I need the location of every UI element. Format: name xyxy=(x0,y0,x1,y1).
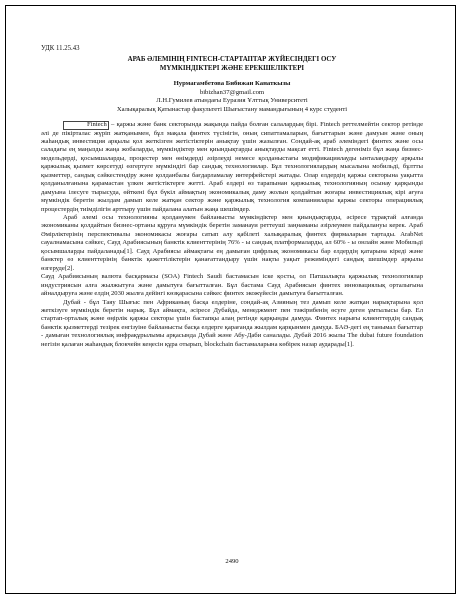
page-number: 2490 xyxy=(225,558,239,565)
paragraph-1 xyxy=(41,121,423,214)
paragraph-2: Араб әлемі осы технологияны қолданумен байланысты мүмкіндіктер мен қиындықтарды, әсіресе тұрақтай алғанда экономиканы қолдайтын бизнес-ортаны құруға мүмкіндік беретін заманауи реттеуші заңнаманы әзірлеумен пайдалануы керек. Араб Әмірліктерінің перспективалы экономикасы жоғары сатып алу қабілеті халықаралық финтех фирмаларын тартады. ArabNet сауалнамасына сәйкес, Сауд Арабиясының банктік клиенттерінің 76% - ы сандық платформаларды, ал 60% - ы онлайн және Мобильді қосымшаларды пайдаланады[1]. Сауд Арабиясы аймақтағы ең дамыған цифрлық экономикасы бар елдердің қатарына кіреді және банктер өз клиенттерінің банктік қажеттіліктерін қанағаттандыру үшін нақты уақыт режиміндегі сандық шешімдер арқылы өзгеруде[2]. xyxy=(41,214,423,272)
paper-title xyxy=(41,56,423,73)
author-name: Нурмагамбетова Бибижан Канаткызы xyxy=(173,80,291,87)
highlighted-term: Fintech xyxy=(63,121,109,130)
udk-code: УДК 11.25.43 xyxy=(41,45,80,52)
title-line-1: АРАБ ӘЛЕМІНІҢ FINTECH-СТАРТАПТАР ЖҮЙЕСІНДЕГІ ОСУ xyxy=(127,56,337,63)
article-body xyxy=(41,121,423,349)
author-email: bibizhan37@gmail.com xyxy=(199,89,265,96)
title-line-2: МҮМКІНДІКТЕРІ ЖӘНЕ ЕРЕКШЕЛІКТЕРІ xyxy=(159,64,305,72)
affiliation-faculty: Халықаралық Қатынастар факультеті Шығыстану мамандығының 4 курс студенті xyxy=(116,106,348,113)
affiliation-university: Л.Н.Гумилев атындағы Еуразия Ұлттық Университеті xyxy=(156,97,308,104)
paragraph-3: Сауд Арабиясының валюта басқармасы (SOA) Fintech Saudi бастамасын іске қосты, ол Патшалықта қаржылық технологиялар индустриясын алға жылжытуға және дамытуға бағытталған. Бұл бастама Сауд Арабиясын финтех инновациялық орталығына айналдыруға және елдің 2030 жылға дейінгі көзқарасына сәйкес финтех экожүйесін дамытуға бағытталған. xyxy=(41,273,423,298)
paragraph-1-text: – қаржы және банк секторында жақында пайда болған салалардың бірі. Fintech реттелмейтін сектор ретінде әлі де пікірталас жүріп жатқанымен, бұл мақала финтех түсінігін, оның сипаттамаларын, бағыттарын және дамуын және оның жаһандық инвестиция арқылы қол жеткізген жетістіктерін анықтау үшін жазылған. Сондай-ақ араб әлеміндегі финтех және осы саладағы ең маңызды жаңа жобаларды, мүмкіндіктер мен қиындықтарды анықтауды мақсат етті. Fintech дегеніміз бұл жаңа бизнес-модельдерді, қосымшаларды, процестер мен өнімдерді әзірлеуді немесе қолданыстағы модификациялауды ынталандыру арқылы қаржылық қызмет көрсетуді өзгертуге мүмкіндігі бар сандық технологиялар. Бұл технологиялардың мысалына мобильді, бұлтты қызметтер, сандық сәйкестендіру және қолданбалы бағдарламалау интерфейстері жатады. Олар елдердің қаржы секторына уақытта қолданылғанына қарамастан үлкен жетістіктерге жетті. Араб елдері өз тарапынан қаржылық технологияның осынау қарқынды дамуына ілесуге тырысуда, өйткені бұл бүкіл аймақтың экономикалық даму жолын қолдайтын жоғары инвестициялық кірі ағуға мүмкіндік беретін жылдам дамып келе жатқан сектор және қаржылық технология компаниялары қаржы секторы операциялық процестердің тиімділігін арттыру үшін пайдалана алатын жаңа шешімдер. xyxy=(41,121,423,213)
paragraph-4: Дубай - бұл Таяу Шығыс пен Африканың басқа елдеріне, сондай-ақ Азияның тез дамып келе жатқан нарықтарына қол жеткізуге мүмкіндік беретін нарық. Бұл аймақта, әсіресе Дубайда, менеджмент пен тәжірибенің өсуге деген ұмтылысы бар. Ел стартап-орталық және өңірлік қаржы секторы үшін бастапқы алаң ретінде қарқынды дамуда. Финтех нарығы клиенттердің сандық банктік қызметтерді тезірек енгізуіне байланысты басқа елдерге қарағанда жылдам қарқынмен дамуда. БАӘ-дегі ең танымал бағыттар - дамыған технологиялық инфрақұрылымы арқасында Дубай және Абу-Даби саналады. Дубай 2016 жылы The dubai future foundation негізін қалаған жаһандық блокчейн кеңесін құра отырып, blockchain бастамаларына көбірек назар аударады[1]. xyxy=(41,298,423,348)
